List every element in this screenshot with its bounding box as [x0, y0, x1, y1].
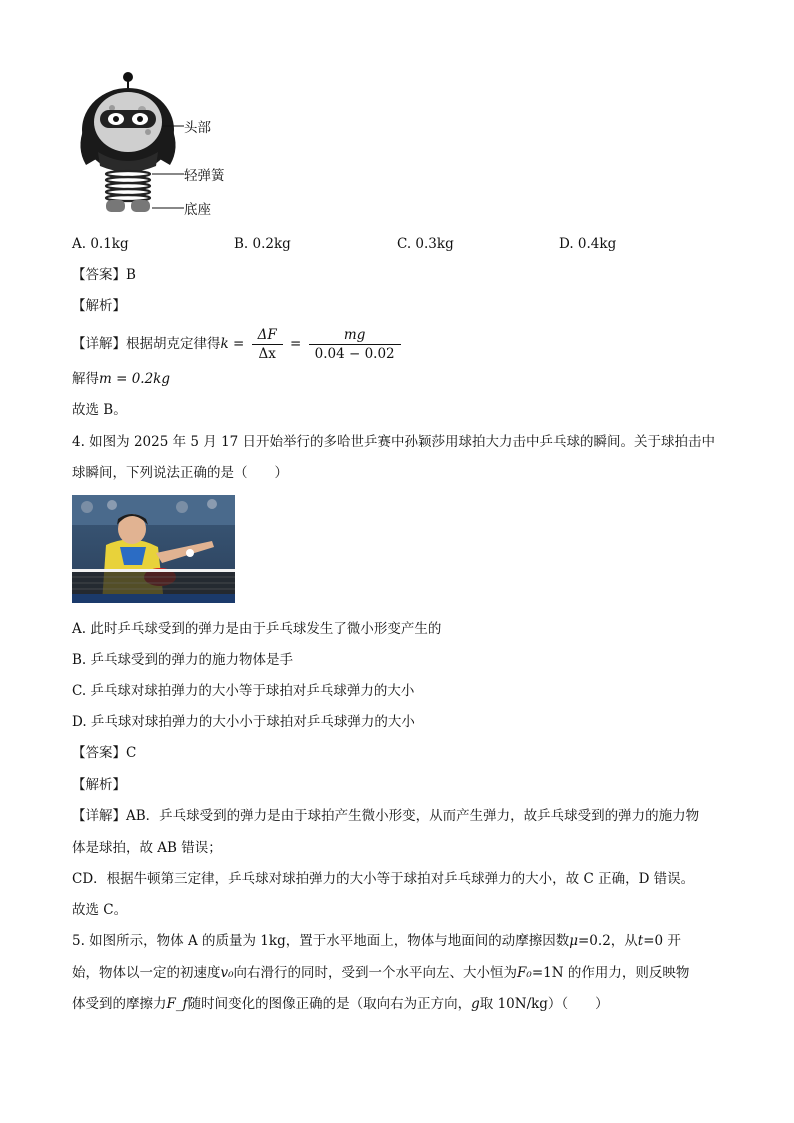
q4-conclusion: 故选 C。: [72, 902, 128, 918]
q3-option-d: D. 0.4kg: [559, 236, 617, 252]
label-head: 头部: [184, 120, 211, 136]
q5-line3-text-a: 体受到的摩擦力: [72, 996, 167, 1012]
q5-line1-text-a: 5. 如图所示，物体 A 的质量为 1kg，置于水平地面上，物体与地面间的动摩擦因数: [72, 933, 570, 949]
q4-stem-line1: 4. 如图为 2025 年 5 月 17 日开始举行的多哈世乒赛中孙颖莎用球拍大力击中乒乓球的瞬间。关于球拍击中: [72, 434, 716, 450]
q4-option-b: B. 乒乓球受到的弹力的施力物体是手: [72, 652, 294, 668]
q3-solve-prefix: 解得: [72, 371, 99, 387]
label-spring: 轻弹簧: [184, 168, 225, 184]
q4-detail-line2: 体是球拍，故 AB 错误；: [72, 840, 222, 856]
q3-answer: 【答案】B: [72, 267, 136, 283]
robot-spring-figure: [76, 70, 186, 215]
q5-line2-text-b: 向右滑行的同时，受到一个水平向左、大小恒为: [233, 965, 518, 981]
q3-detail: 【详解】根据胡克定律得k = $\frac{\Delta F}{\Delta x}$ = $\frac{mg}{0.04 - 0.02}$: [72, 326, 404, 362]
q5-Ff: F_f: [166, 996, 188, 1012]
q4-option-d: D. 乒乓球对球拍弹力的大小小于球拍对乒乓球弹力的大小: [72, 714, 415, 730]
q5-line2-text-c: =1N 的作用力，则反映物: [531, 965, 690, 981]
q3-fraction-1: [252, 327, 283, 362]
q4-detail-line1: 【详解】AB．乒乓球受到的弹力是由于球拍产生微小形变，从而产生弹力，故乒乓球受到的弹力的施力物: [72, 808, 700, 824]
q4-option-c: C. 乒乓球对球拍弹力的大小等于球拍对乒乓球弹力的大小: [72, 683, 415, 699]
q5-line3-text-c: 取 10N/kg）（ ）: [479, 996, 609, 1012]
q5-line2: [72, 964, 689, 982]
q3-frac1-den: Δx: [258, 346, 276, 362]
q3-frac1-num: ΔF: [252, 327, 283, 345]
q3-option-b: B. 0.2kg: [234, 236, 291, 252]
q5-line1: [72, 932, 681, 950]
q4-option-a: A. 此时乒乓球受到的弹力是由于乒乓球发生了微小形变产生的: [72, 621, 442, 637]
q3-formula-k: k: [220, 336, 229, 352]
q5-F0: F₀: [517, 965, 532, 981]
q3-frac2-num: mg: [309, 327, 401, 345]
q5-line2-text-a: 始，物体以一定的初速度: [72, 965, 221, 981]
q3-analysis-label: 【解析】: [72, 298, 126, 314]
q3-solve: [72, 370, 170, 388]
q3-detail-prefix: 【详解】根据胡克定律得: [72, 336, 221, 352]
q3-option-a: A. 0.1kg: [72, 236, 129, 252]
q3-option-c: C. 0.3kg: [397, 236, 454, 252]
q5-line3-text-b: 随时间变化的图像正确的是（取向右为正方向，: [187, 996, 472, 1012]
q3-conclusion: 故选 B。: [72, 402, 127, 418]
q5-line1-text-c: =0 开: [643, 933, 681, 949]
q5-mu: μ: [569, 933, 578, 949]
q4-analysis-label: 【解析】: [72, 777, 126, 793]
q5-t: t: [637, 933, 644, 949]
label-base: 底座: [184, 202, 211, 218]
q3-fraction-2: [309, 327, 401, 362]
table-tennis-photo: [72, 495, 235, 603]
q4-detail-line3: CD．根据牛顿第三定律，乒乓球对球拍弹力的大小等于球拍对乒乓球弹力的大小，故 C 正确，D 错误。: [72, 871, 695, 887]
q4-stem-line2: 球瞬间，下列说法正确的是（ ）: [72, 465, 288, 481]
q3-frac2-den: 0.04 − 0.02: [314, 346, 395, 362]
q5-g: g: [471, 996, 480, 1012]
q5-v0: v₀: [220, 965, 234, 981]
q5-line1-text-b: =0.2，从: [578, 933, 638, 949]
q3-solve-expr: m = 0.2kg: [99, 371, 170, 387]
q5-line3: [72, 995, 609, 1013]
q4-answer: 【答案】C: [72, 745, 137, 761]
